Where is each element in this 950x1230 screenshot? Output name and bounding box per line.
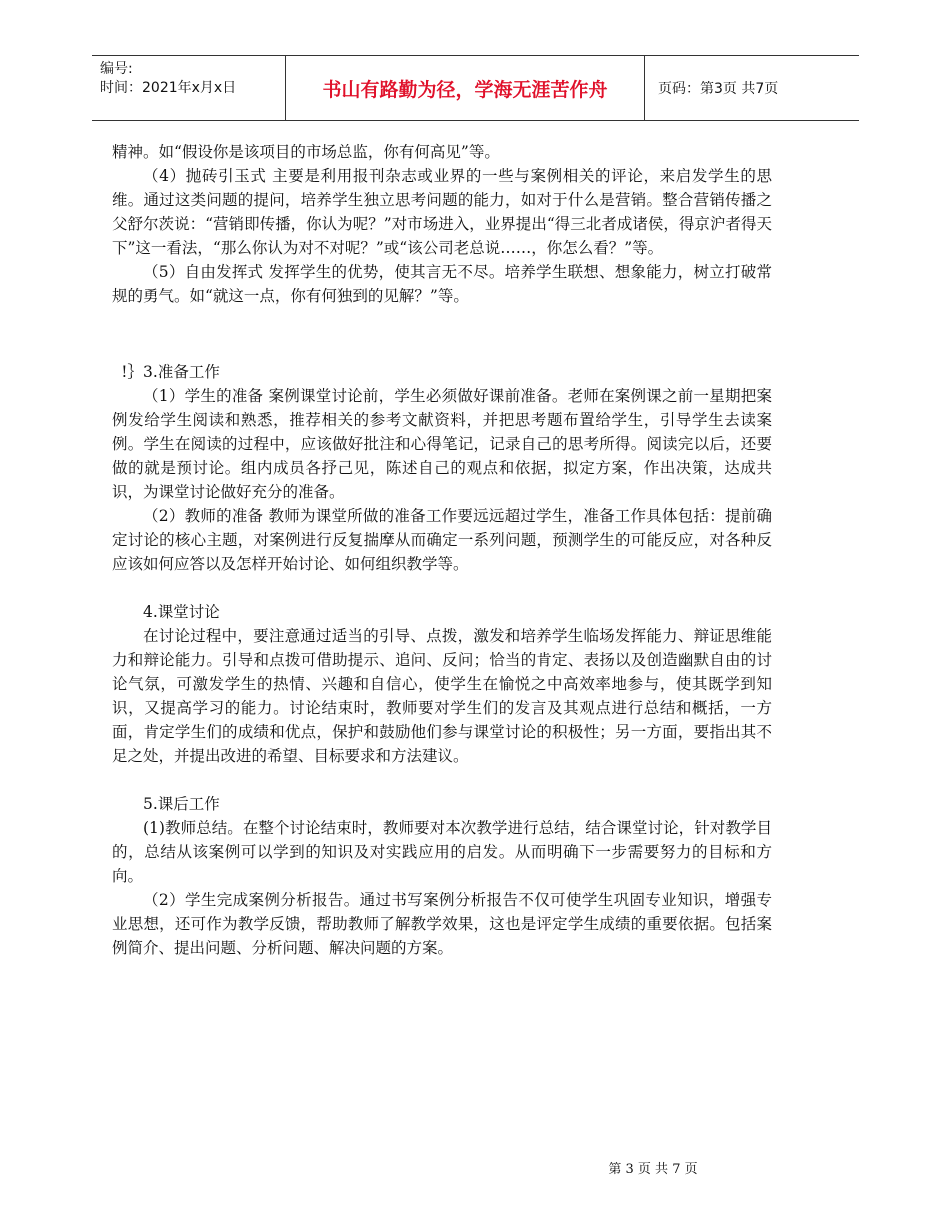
paragraph: （5）自由发挥式 发挥学生的优势，使其言无不尽。培养学生联想、想象能力，树立打破常规的勇气。如“就这一点，你有何独到的见解？”等。 [112, 263, 772, 305]
paragraph: （1）学生的准备 案例课堂讨论前，学生必须做好课前准备。老师在案例课之前一星期把案例发给学生阅读和熟悉，推荐相关的参考文献资料，并把思考题布置给学生，引导学生去读案例。学生在阅读的过程中，应该做好批注和心得笔记，记录自己的思考所得。阅读完以后，还要做的就是预讨论。组内成员各抒己见，陈述自己的观点和依据，拟定方案，作出决策，达成共识，为课堂讨论做好充分的准备。 [112, 387, 772, 501]
document-date: 时间：2021年x月x日 [100, 80, 237, 96]
header-meta [100, 60, 236, 98]
paragraph: （4）抛砖引玉式 主要是利用报刊杂志或业界的一些与案例相关的评论，来启发学生的思维。通过这类问题的提问，培养学生独立思考问题的能力，如对于什么是营销。整合营销传播之父舒尔茨说：“营销即传播，你认为呢？”对市场进入，业界提出“得三北者成诸侯，得京沪者得天下”这一看法，“那么你认为对不对呢？”或“该公司老总说……，你怎么看？”等。 [112, 167, 772, 257]
footer-page-number: 第 3 页 共 7 页 [608, 1162, 698, 1177]
document-number-label: 编号: [100, 61, 133, 77]
paragraph: (1)教师总结。在整个讨论结束时，教师要对本次教学进行总结，结合课堂讨论，针对教学目的，总结从该案例可以学到的知识及对实践应用的启发。从而明确下一步需要努力的目标和方向。 [112, 819, 772, 885]
header-page-info: 页码：第3页 共7页 [658, 81, 779, 97]
paragraph: 在讨论过程中，要注意通过适当的引导、点拨，激发和培养学生临场发挥能力、辩证思维能力和辩论能力。引导和点拨可借助提示、追问、反问；恰当的肯定、表扬以及创造幽默自由的讨论气氛，可激发学生的热情、兴趣和自信心，使学生在愉悦之中高效率地参与，使其既学到知识，又提高学习的能力。讨论结束时，教师要对学生们的发言及其观点进行总结和概括，一方面，肯定学生们的成绩和优点，保护和鼓励他们参与课堂讨论的积极性；另一方面，要指出其不足之处，并提出改进的希望、目标要求和方法建议。 [112, 627, 772, 765]
paragraph: （2）教师的准备 教师为课堂所做的准备工作要远远超过学生，准备工作具体包括：提前确定讨论的核心主题，对案例进行反复揣摩从而确定一系列问题，预测学生的可能反应，对各种反应该如何应答以及怎样开始讨论、如何组织教学等。 [112, 507, 772, 573]
section-heading-4: 4.课堂讨论 [143, 603, 220, 621]
page-header [92, 55, 859, 121]
section-heading-3: !｝3.准备工作 [121, 363, 220, 381]
header-motto: 书山有路勤为径，学海无涯苦作舟 [285, 56, 645, 120]
page-footer [0, 1158, 950, 1177]
document-body [112, 140, 772, 960]
section-heading-5: 5.课后工作 [143, 795, 220, 813]
paragraph: （2）学生完成案例分析报告。通过书写案例分析报告不仅可使学生巩固专业知识，增强专业思想，还可作为教学反馈，帮助教师了解教学效果，这也是评定学生成绩的重要依据。包括案例简介、提出问题、分析问题、解决问题的方案。 [112, 891, 772, 957]
paragraph: 精神。如“假设你是该项目的市场总监，你有何高见”等。 [112, 143, 500, 161]
